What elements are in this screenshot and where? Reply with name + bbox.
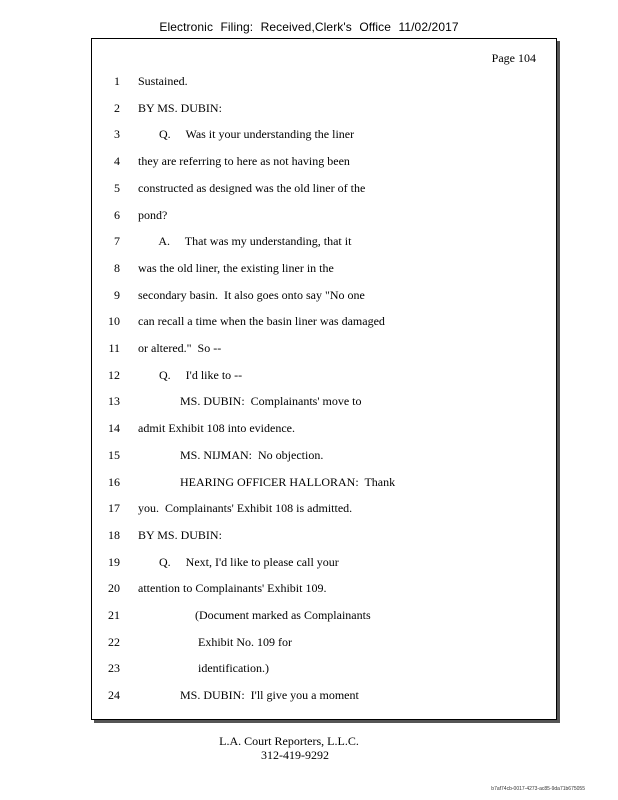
transcript-line	[92, 394, 552, 410]
line-number: 15	[108, 447, 120, 462]
line-number: 19	[108, 554, 120, 569]
line-number: 1	[114, 74, 120, 88]
line-number: 6	[114, 207, 120, 222]
transcript-line	[92, 528, 552, 544]
line-number: 4	[114, 154, 120, 169]
line-text: pond?	[138, 207, 168, 222]
reporter-company: L.A. Court Reporters, L.L.C.	[219, 734, 359, 748]
line-number: 11	[108, 341, 120, 355]
line-number: 12	[108, 367, 120, 382]
line-text: BY MS. DUBIN:	[138, 527, 222, 542]
line-text: or altered." So --	[138, 341, 222, 355]
filing-stamp: Electronic Filing: Received,Clerk's Office 11/02/2017	[159, 20, 459, 34]
transcript-line	[92, 688, 552, 704]
line-number: 17	[108, 501, 120, 516]
line-text: Q. Was it your understanding the liner	[138, 127, 355, 142]
line-text: you. Complainants' Exhibit 108 is admitted.	[138, 501, 353, 516]
line-text: MS. DUBIN: I'll give you a moment	[138, 688, 359, 703]
transcript-line	[92, 314, 552, 330]
line-text: MS. DUBIN: Complainants' move to	[138, 394, 362, 409]
line-text: they are referring to here as not having been	[138, 154, 350, 169]
line-number: 21	[108, 608, 120, 622]
reporter-phone: 312-419-9292	[261, 748, 329, 762]
transcript-line	[92, 154, 552, 170]
transcript-line	[92, 127, 552, 143]
line-text: BY MS. DUBIN:	[138, 100, 222, 115]
line-number: 22	[108, 634, 120, 649]
transcript-line	[92, 208, 552, 224]
transcript-line	[92, 421, 552, 437]
transcript-line	[92, 608, 552, 624]
line-text: can recall a time when the basin liner was damaged	[138, 314, 385, 329]
line-text: (Document marked as Complainants	[138, 608, 371, 622]
line-number: 23	[108, 661, 120, 676]
line-number: 8	[114, 260, 120, 275]
line-text: secondary basin. It also goes onto say "No one	[138, 287, 365, 302]
line-number: 9	[114, 287, 120, 302]
line-text: Q. I'd like to --	[138, 367, 243, 382]
transcript-line	[92, 661, 552, 677]
transcript-line	[92, 368, 552, 384]
line-number: 20	[108, 581, 120, 596]
line-number: 2	[114, 100, 120, 115]
line-text: admit Exhibit 108 into evidence.	[138, 421, 295, 436]
line-text: Q. Next, I'd like to please call your	[138, 554, 339, 569]
line-text: constructed as designed was the old liner of the	[138, 180, 366, 195]
transcript-line	[92, 581, 552, 597]
transcript-page	[91, 38, 557, 720]
line-number: 18	[108, 527, 120, 542]
transcript-line	[92, 234, 552, 250]
transcript-line	[92, 101, 552, 117]
line-text: A. That was my understanding, that it	[138, 234, 352, 249]
line-text: HEARING OFFICER HALLORAN: Thank	[138, 474, 396, 489]
transcript-line	[92, 475, 552, 491]
line-text: was the old liner, the existing liner in the	[138, 260, 334, 275]
line-number: 24	[108, 688, 120, 703]
line-text: Sustained.	[138, 74, 188, 88]
line-text: attention to Complainants' Exhibit 109.	[138, 581, 327, 596]
transcript-line	[92, 261, 552, 277]
transcript-line	[92, 448, 552, 464]
line-number: 14	[108, 421, 120, 436]
transcript-line	[92, 341, 552, 357]
page-number: Page 104	[491, 51, 536, 65]
line-text: MS. NIJMAN: No objection.	[138, 447, 324, 462]
transcript-line	[92, 181, 552, 197]
line-number: 13	[108, 394, 120, 409]
line-number: 5	[114, 180, 120, 195]
transcript-line	[92, 501, 552, 517]
transcript-line	[92, 635, 552, 651]
line-number: 10	[108, 314, 120, 329]
line-number: 7	[114, 234, 120, 249]
document-id: b7af74cb-0017-4273-ac85-9da71b675055	[491, 786, 585, 792]
transcript-line	[92, 288, 552, 304]
line-number: 3	[114, 127, 120, 142]
transcript-line	[92, 555, 552, 571]
line-text: Exhibit No. 109 for	[138, 634, 292, 649]
line-number: 16	[108, 474, 120, 489]
line-text: identification.)	[138, 661, 269, 676]
transcript-line	[92, 74, 552, 90]
